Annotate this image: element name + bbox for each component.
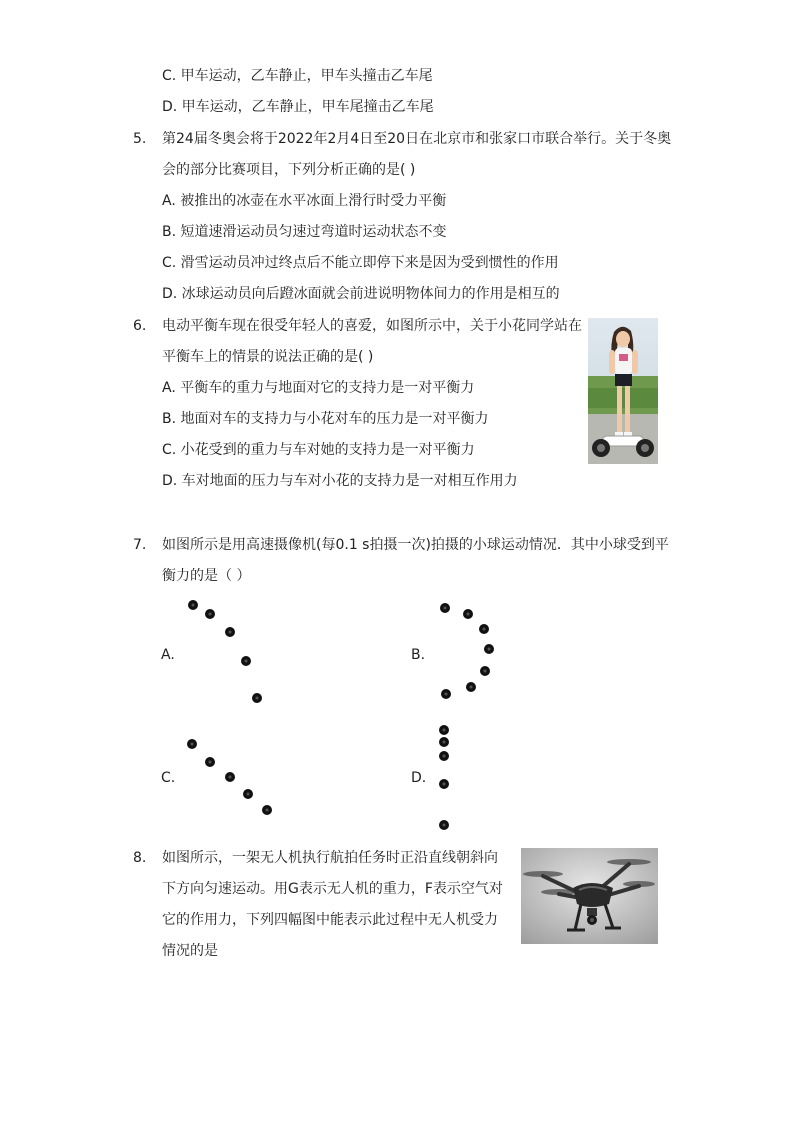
- ball: [262, 805, 272, 815]
- q7-stem-line1: 如图所示是用高速摄像机(每0.1 s拍摄一次)拍摄的小球运动情况．其中小球受到平: [162, 537, 669, 553]
- ball: [205, 609, 215, 619]
- q8-stem-line3: 它的作用力，下列四幅图中能表示此过程中无人机受力: [162, 912, 498, 928]
- q5-stem-line1: 第24届冬奥会将于2022年2月4日至20日在北京市和张家口市联合举行。关于冬奥: [162, 131, 672, 147]
- q6-number: 6.: [133, 318, 147, 334]
- ball: [479, 624, 489, 634]
- q7-label-a: A.: [161, 647, 175, 663]
- ball: [241, 656, 251, 666]
- q5-option-b: B. 短道速滑运动员匀速过弯道时运动状态不变: [162, 224, 447, 240]
- q7-label-c: C.: [161, 770, 176, 786]
- ball: [205, 757, 215, 767]
- q8-stem-line2: 下方向匀速运动。用G表示无人机的重力，F表示空气对: [162, 881, 503, 897]
- q6-stem-line1: 电动平衡车现在很受年轻人的喜爱，如图所示中，关于小花同学站在: [162, 318, 582, 334]
- q7-label-b: B.: [411, 647, 426, 663]
- q6-stem-line2: 平衡车上的情景的说法正确的是( ): [162, 349, 374, 365]
- q4-option-d: D. 甲车运动，乙车静止，甲车尾撞击乙车尾: [162, 99, 434, 115]
- ball: [441, 689, 451, 699]
- q8-stem-line4: 情况的是: [162, 943, 218, 959]
- q7-label-d: D.: [411, 770, 427, 786]
- q4-option-c: C. 甲车运动，乙车静止，甲车头撞击乙车尾: [162, 68, 433, 84]
- q5-number: 5.: [133, 131, 147, 147]
- ball: [480, 666, 490, 676]
- ball: [225, 772, 235, 782]
- q6-option-a: A. 平衡车的重力与地面对它的支持力是一对平衡力: [162, 380, 475, 396]
- ball: [463, 609, 473, 619]
- q7-number: 7.: [133, 537, 147, 553]
- ball: [187, 739, 197, 749]
- ball: [225, 627, 235, 637]
- ball: [188, 600, 198, 610]
- q8-stem-line1: 如图所示，一架无人机执行航拍任务时正沿直线朝斜向: [162, 850, 498, 866]
- q6-option-c: C. 小花受到的重力与车对她的支持力是一对平衡力: [162, 442, 475, 458]
- ball: [439, 725, 449, 735]
- q5-option-a: A. 被推出的冰壶在水平冰面上滑行时受力平衡: [162, 193, 447, 209]
- q8-number: 8.: [133, 850, 147, 866]
- ball: [439, 779, 449, 789]
- ball: [439, 820, 449, 830]
- ball: [439, 737, 449, 747]
- q5-option-c: C. 滑雪运动员冲过终点后不能立即停下来是因为受到惯性的作用: [162, 255, 559, 271]
- ball: [252, 693, 262, 703]
- ball: [439, 751, 449, 761]
- q7-stem-line2: 衡力的是（ ）: [162, 568, 251, 584]
- ball: [440, 603, 450, 613]
- ball: [466, 682, 476, 692]
- q6-option-b: B. 地面对车的支持力与小花对车的压力是一对平衡力: [162, 411, 489, 427]
- q6-option-d: D. 车对地面的压力与车对小花的支持力是一对相互作用力: [162, 473, 518, 489]
- ball: [484, 644, 494, 654]
- ball: [243, 789, 253, 799]
- q5-option-d: D. 冰球运动员向后蹬冰面就会前进说明物体间力的作用是相互的: [162, 286, 560, 302]
- q5-stem-line2: 会的部分比赛项目，下列分析正确的是( ): [162, 162, 416, 178]
- drone-photo: [521, 848, 658, 944]
- balance-scooter-photo: [588, 318, 658, 464]
